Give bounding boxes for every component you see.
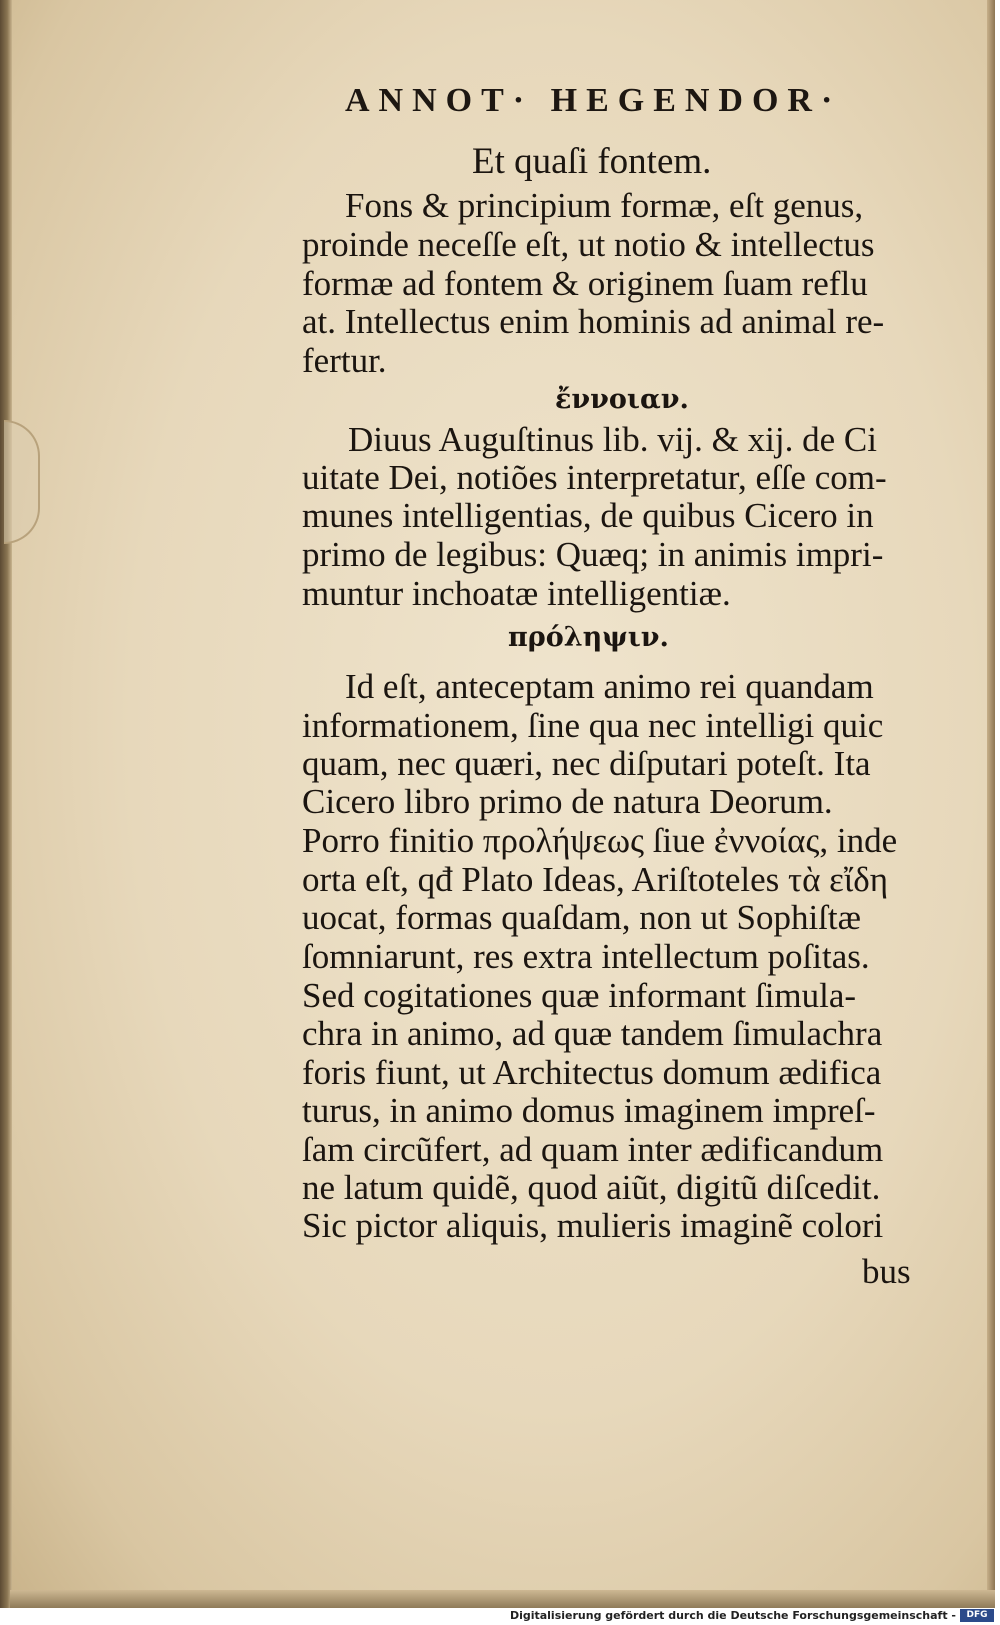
text-line: primo de legibus: Quæq; in animis impri- <box>302 535 884 574</box>
text-line: proinde neceſſe eſt, ut notio & intellectus <box>302 225 875 264</box>
text-line: fertur. <box>302 341 387 380</box>
catchword: bus <box>862 1252 911 1291</box>
clasp-shadow <box>4 420 40 544</box>
text-line: turus, in animo domus imaginem impreſ- <box>302 1091 876 1130</box>
text-line: foris fiunt, ut Architectus domum ædifica <box>302 1053 882 1092</box>
text-line: Diuus Auguſtinus lib. vij. & xij. de Ci <box>348 420 877 459</box>
section-heading: Et quaſi fontem. <box>472 141 712 182</box>
greek-heading: ἔννοιαν. <box>555 384 689 415</box>
text-line: ne latum quidẽ, quod aiũt, digitũ diſcedit. <box>302 1168 881 1207</box>
text-line: munes intelligentias, de quibus Cicero in <box>302 496 874 535</box>
text-line: formæ ad fontem & originem ſuam reflu <box>302 264 868 303</box>
text-line: Porro finitio προλήψεως ſiue ἐννοίας, inde <box>302 821 898 860</box>
text-line: Sed cogitationes quæ informant ſimula- <box>302 976 857 1015</box>
text-line: quam, nec quæri, nec diſputari poteſt. Ita <box>302 744 871 783</box>
text-line: informationem, ſine qua nec intelligi quic <box>302 706 884 745</box>
text-line: ſomniarunt, res extra intellectum poſitas. <box>302 937 870 976</box>
digitization-credit: Digitalisierung gefördert durch die Deutsche Forschungsgemeinschaft - <box>509 1609 956 1622</box>
text-line: at. Intellectus enim hominis ad animal re- <box>302 302 885 341</box>
page-bottom-edge <box>10 1590 995 1608</box>
text-line: Id eſt, anteceptam animo rei quandam <box>345 667 874 706</box>
text-line: uocat, formas quaſdam, non ut Sophiſtæ <box>302 898 861 937</box>
text-line: Cicero libro primo de natura Deorum. <box>302 782 833 821</box>
text-line: Sic pictor aliquis, mulieris imaginẽ colori <box>302 1206 884 1245</box>
book-spine-edge <box>0 0 12 1608</box>
text-line: uitate Dei, notiões interpretatur, eſſe com- <box>302 458 887 497</box>
text-line: orta eſt, qđ Plato Ideas, Ariſtoteles τὰ εἴδη <box>302 860 889 899</box>
text-line: Fons & principium formæ, eſt genus, <box>345 186 864 225</box>
greek-heading: πρόληψιν. <box>508 622 669 653</box>
text-line: chra in animo, ad quæ tandem ſimulachra <box>302 1014 883 1053</box>
dfg-logo: DFG <box>960 1609 994 1622</box>
text-line: ſam circũfert, ad quam inter ædificandum <box>302 1130 884 1169</box>
text-line: muntur inchoatæ intelligentiæ. <box>302 574 731 613</box>
page-right-edge <box>987 0 995 1608</box>
running-head: ANNOT· HEGENDOR· <box>345 82 842 119</box>
